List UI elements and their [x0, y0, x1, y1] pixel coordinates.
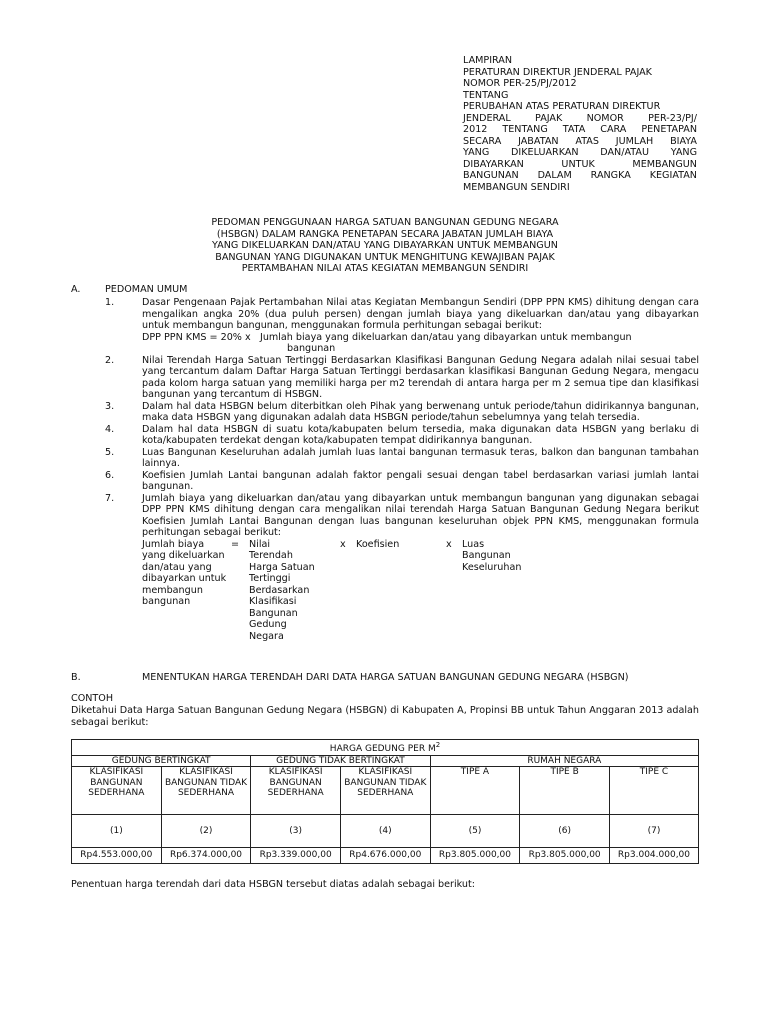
formula-rhs: Jumlah biaya yang dikeluarkan dan/atau yang dibayarkan untuk membangun [260, 331, 632, 343]
title-line: PERTAMBAHAN NILAI ATAS KEGIATAN MEMBANGUN SENDIRI [241, 263, 529, 274]
table-number-cell: (1) [72, 815, 162, 848]
formula-term: Bangunan [249, 607, 298, 619]
formula-lhs: DPP PPN KMS = 20% x [142, 331, 251, 343]
formula-term: Berdasarkan [249, 584, 310, 596]
table-title [72, 740, 699, 756]
header-line: PERATURAN DIREKTUR JENDERAL PAJAK [463, 66, 652, 78]
header-line: YANG DIKELUARKAN DAN/ATAU YANG [463, 147, 697, 158]
header-line: BANGUNAN DALAM RANGKA KEGIATAN [463, 170, 697, 181]
table-group-header: RUMAH NEGARA [430, 755, 698, 767]
section-a-heading [71, 284, 188, 296]
item-text: Dalam hal data HSBGN belum diterbitkan oleh Pihak yang berwenang untuk periode/tahun didirikannya bangunan, maka data HSBGN yang digunakan adalah data HSBGN periode/tahun sebelumnya yang telah tersedia. [142, 400, 699, 423]
formula-equals: = [231, 538, 240, 550]
header-line: JENDERAL PAJAK NOMOR PER-23/PJ/ [463, 112, 697, 124]
formula-term: membangun [142, 584, 203, 596]
item-text: Dalam hal data HSBGN di suatu kota/kabupaten belum tersedia, maka digunakan data HSBGN yang berlaku di kota/kabupaten terdekat dengan kota/kabupaten tempat didirikannya bangunan. [142, 423, 699, 446]
formula-term: dibayarkan untuk [142, 573, 227, 584]
item-number: 4. [105, 423, 115, 435]
item-text: Dasar Pengenaan Pajak Pertambahan Nilai atas Kegiatan Membangun Sendiri (DPP PPN KMS) dihitung dengan cara mengalikan angka 20% (dua puluh persen) dengan jumlah biaya yang dikeluarkan dan/atau yang dibayarkan untuk membangun bangunan, menggunakan formula perhitungan sebagai berikut: [142, 297, 699, 331]
item-text: Luas Bangunan Keseluruhan adalah jumlah luas lantai bangunan termasuk teras, balkon dan bangunan tambahan lainnya. [142, 446, 699, 469]
formula-times: x [340, 538, 346, 550]
title-line: (HSBGN) DALAM RANGKA PENETAPAN SECARA JABATAN JUMLAH BIAYA [216, 228, 554, 240]
list-item [71, 297, 699, 332]
formula-col-koefisien [356, 539, 399, 551]
formula-term: dan/atau yang [142, 561, 212, 573]
section-a-items [71, 297, 699, 643]
section-b-label: B. [71, 672, 81, 683]
table-header-cell: KLASIFIKASI BANGUNAN SEDERHANA [72, 767, 162, 815]
table-value-cell: Rp4.676.000,00 [340, 848, 430, 864]
formula-term: Koefisien [356, 538, 400, 550]
formula-term: bangunan [142, 596, 191, 607]
item-number: 7. [105, 492, 115, 504]
item-text: Koefisien Jumlah Lantai bangunan adalah faktor pengali sesuai dengan tabel berdasarkan variasi jumlah lantai bangunan. [142, 469, 699, 492]
footer-text: Penentuan harga terendah dari data HSBGN tersebut diatas adalah sebagai berikut: [71, 879, 475, 890]
item-number: 3. [105, 400, 115, 412]
formula-col-nilai-terendah [249, 539, 315, 643]
table-title-row [72, 740, 699, 756]
formula-term: Bangunan [462, 550, 511, 561]
table-header-row [72, 767, 699, 815]
item-number: 6. [105, 469, 115, 481]
header-line: 2012 TENTANG TATA CARA PENETAPAN [463, 124, 697, 135]
table-number-cell: (3) [251, 815, 341, 848]
section-a-label: A. [71, 284, 81, 295]
item-text: Nilai Terendah Harga Satuan Tertinggi Berdasarkan Klasifikasi Bangunan Gedung Negara adalah nilai sesuai tabel yang tercantum dalam Daftar Harga Satuan Tertinggi berdasarkan klasifikasi Bangunan Gedung Negara, mengacu pada kolom harga satuan yang memiliki harga per m2 terendah di antara harga per m 2 semua tipe dan klasifikasi bangunan yang tercantum di HSBGN. [142, 354, 699, 400]
table-number-cell: (6) [520, 815, 610, 848]
table-number-cell: (2) [161, 815, 251, 848]
formula-term: Keseluruhan [462, 561, 522, 573]
list-item [71, 493, 699, 539]
formula-term: Negara [249, 630, 284, 642]
list-item [71, 424, 699, 447]
list-item [71, 447, 699, 470]
formula-term: Luas [462, 538, 485, 550]
table-header-cell: TIPE A [430, 767, 520, 815]
table-value-cell: Rp6.374.000,00 [161, 848, 251, 864]
item-number: 2. [105, 354, 115, 366]
list-item [71, 470, 699, 493]
table-value-cell: Rp3.805.000,00 [430, 848, 520, 864]
table-value-cell: Rp3.339.000,00 [251, 848, 341, 864]
list-item [71, 355, 699, 401]
table-header-cell: KLASIFIKASI BANGUNAN TIDAK SEDERHANA [161, 767, 251, 815]
formula-line [142, 332, 699, 344]
table-number-cell: (4) [340, 815, 430, 848]
item-text: Jumlah biaya yang dikeluarkan dan/atau yang dibayarkan untuk membangun bangunan yang digunakan sebagai DPP PPN KMS dihitung dengan cara mengalikan nilai terendah Harga Satuan Bangunan Gedung Negara berikut Koefisien Jumlah Lantai Bangunan dengan luas bangunan keseluruhan objek PPN KMS, menggunakan formula perhitungan sebagai berikut: [142, 492, 699, 538]
formula-term: yang dikeluarkan [142, 550, 225, 561]
table-value-cell: Rp3.805.000,00 [520, 848, 610, 864]
formula-jumlah-biaya [71, 539, 699, 643]
item-number: 5. [105, 446, 115, 458]
table-title-text: HARGA GEDUNG PER M [329, 744, 436, 754]
formula-line [142, 343, 699, 355]
document-title [160, 217, 610, 275]
list-item [71, 401, 699, 424]
formula-col-luas [462, 539, 521, 574]
contoh-label: CONTOH [71, 693, 114, 704]
table-number-cell: (7) [609, 815, 698, 848]
formula-col-jumlah-biaya [142, 539, 226, 608]
title-line: PEDOMAN PENGGUNAAN HARGA SATUAN BANGUNAN GEDUNG NEGARA [211, 217, 559, 228]
formula-term: Jumlah biaya [142, 538, 205, 550]
title-line: YANG DIKELUARKAN DAN/ATAU YANG DIBAYARKAN UNTUK MEMBANGUN [212, 240, 558, 251]
header-line: SECARA JABATAN ATAS JUMLAH BIAYA [463, 135, 697, 147]
formula-term: Tertinggi [249, 573, 291, 584]
formula-term: Harga Satuan [249, 561, 315, 573]
header-line: TENTANG [463, 89, 509, 101]
table-header-cell: TIPE C [609, 767, 698, 815]
formula-term: Klasifikasi [249, 596, 297, 607]
table-value-cell: Rp4.553.000,00 [72, 848, 162, 864]
formula-term: Terendah [249, 550, 293, 561]
table-title-sup: 2 [435, 741, 441, 749]
table-header-cell: KLASIFIKASI BANGUNAN TIDAK SEDERHANA [340, 767, 430, 815]
table-header-cell: KLASIFIKASI BANGUNAN SEDERHANA [251, 767, 341, 815]
formula-term: Nilai [249, 538, 271, 550]
table-group-row [72, 755, 699, 767]
formula-term: Gedung [249, 619, 287, 630]
table-group-header: GEDUNG TIDAK BERTINGKAT [251, 755, 430, 767]
table-header-cell: TIPE B [520, 767, 610, 815]
header-line: NOMOR PER-25/PJ/2012 [463, 78, 577, 89]
table-group-header: GEDUNG BERTINGKAT [72, 755, 251, 767]
table-number-cell: (5) [430, 815, 520, 848]
header-line: DIBAYARKAN UNTUK MEMBANGUN [463, 158, 697, 170]
table-number-row [72, 815, 699, 848]
header-line: LAMPIRAN [463, 55, 513, 66]
header-line: PERUBAHAN ATAS PERATURAN DIREKTUR [463, 101, 661, 112]
table-value-row [72, 848, 699, 864]
formula-dpp [71, 332, 699, 355]
table-value-cell: Rp3.004.000,00 [609, 848, 698, 864]
item-number: 1. [105, 297, 115, 308]
section-a-title: PEDOMAN UMUM [105, 284, 188, 295]
lampiran-header [463, 55, 697, 193]
title-line: BANGUNAN YANG DIGUNAKAN UNTUK MENGHITUNG KEWAJIBAN PAJAK [215, 251, 555, 263]
formula-times: x [446, 538, 452, 550]
section-b-title: MENENTUKAN HARGA TERENDAH DARI DATA HARGA SATUAN BANGUNAN GEDUNG NEGARA (HSBGN) [142, 672, 629, 683]
hsbgn-table [71, 739, 699, 864]
formula-rhs-cont: bangunan [287, 343, 336, 354]
contoh-text: Diketahui Data Harga Satuan Bangunan Gedung Negara (HSBGN) di Kabupaten A, Propinsi BB untuk Tahun Anggaran 2013 adalah sebagai berikut: [71, 705, 699, 728]
header-line: MEMBANGUN SENDIRI [463, 181, 570, 193]
